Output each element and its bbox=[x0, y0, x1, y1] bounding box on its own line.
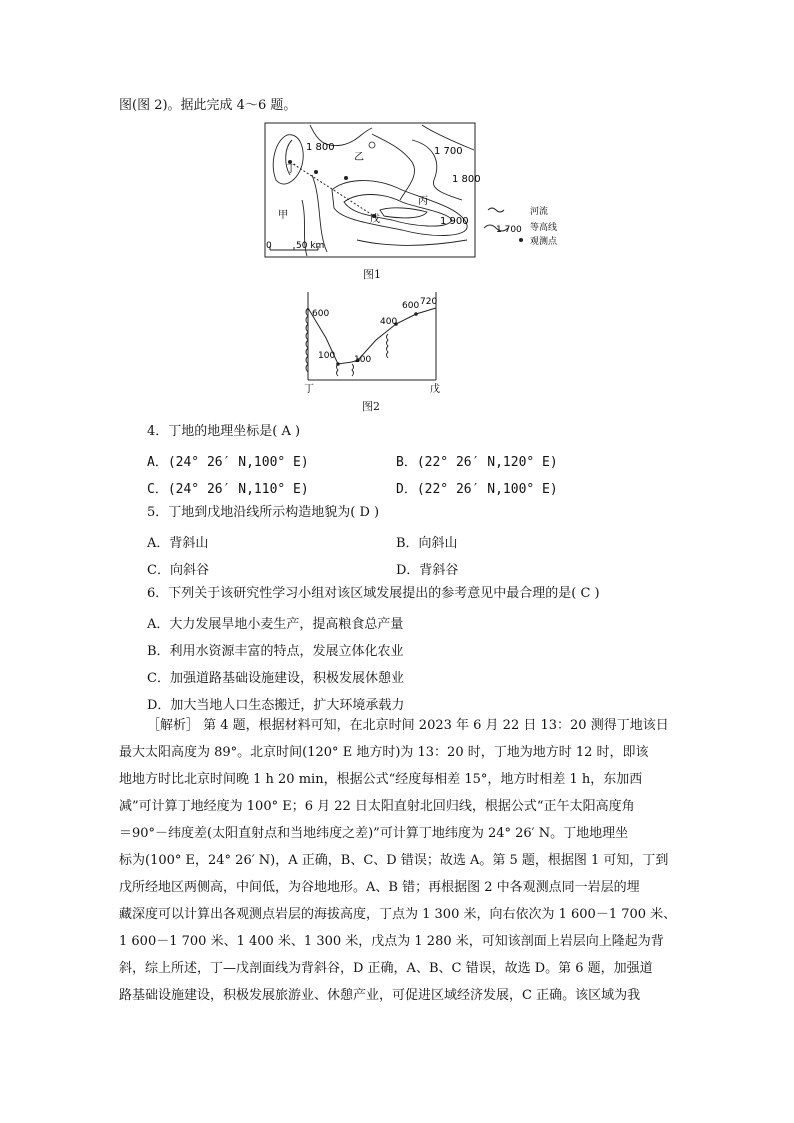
contour-label-1900: 1 900 bbox=[440, 216, 469, 227]
analysis-line: 路基础设施建设，积极发展旅游业、休憩产业，可促进区域经济发展，C 正确。该区域为我 bbox=[119, 988, 641, 1003]
label-ding: 丁 bbox=[286, 164, 296, 175]
figure2-caption: 图2 bbox=[362, 400, 380, 413]
depth-720: 720 bbox=[420, 297, 438, 307]
label-yi: 乙 bbox=[354, 152, 364, 163]
question-6-option-d: D．加大当地人口生态搬迁，扩大环境承载力 bbox=[147, 698, 405, 713]
station-legend-icon bbox=[519, 238, 523, 242]
question-6-option-b: B．利用水资源丰富的特点，发展立体化农业 bbox=[147, 644, 404, 659]
figure1-caption: 图1 bbox=[363, 268, 381, 281]
contour-label-1700: 1 700 bbox=[434, 146, 463, 157]
label-bing: 丙 bbox=[418, 196, 428, 207]
analysis-line: ［解析］ 第 4 题，根据材料可知，在北京时间 2023 年 6 月 22 日 13：20 测得丁地该日 bbox=[147, 718, 669, 733]
question-4-option-a: A．(24° 26′ N,100° E) bbox=[147, 455, 309, 470]
analysis-line: 戊所经地区两侧高，中间低，为谷地地形。A、B 错；再根据图 2 中各观测点同一岩层的埋 bbox=[119, 880, 640, 895]
question-5-option-a: A．背斜山 bbox=[147, 536, 209, 551]
analysis-line: 1 600－1 700 米、1 400 米、1 300 米，戊点为 1 280 米，可知该剖面上岩层向上隆起为背 bbox=[119, 934, 664, 949]
scale-50km: 50 km bbox=[296, 241, 325, 251]
question-6-option-a: A．大力发展旱地小麦生产，提高粮食总产量 bbox=[147, 617, 404, 632]
depth-600-ding: 600 bbox=[312, 309, 330, 319]
question-4-option-d: D．(22° 26′ N,100° E) bbox=[396, 482, 558, 497]
analysis-line: 标为(100° E，24° 26′ N)，A 正确，B、C、D 错误；故选 A。第 5 题，根据图 1 可知，丁到 bbox=[119, 853, 669, 868]
legend-river: 河流 bbox=[530, 207, 549, 217]
legend-station: 观测点 bbox=[530, 237, 558, 247]
depth-100-a: 100 bbox=[318, 351, 336, 361]
question-5-option-b: B．向斜山 bbox=[396, 536, 458, 551]
analysis-line: 最大太阳高度为 89°。北京时间(120° E 地方时)为 13：20 时，丁地为地方时 12 时，即该 bbox=[119, 745, 649, 760]
question-4-option-b: B．(22° 26′ N,120° E) bbox=[396, 455, 558, 470]
figure2-profile bbox=[296, 288, 446, 396]
question-4-stem: 4．丁地的地理坐标是( A ) bbox=[147, 424, 301, 439]
legend-contour-value: 1 700 bbox=[496, 225, 522, 235]
legend-contour: 等高线 bbox=[530, 223, 558, 233]
profile-label-ding: 丁 bbox=[304, 384, 314, 395]
question-5-stem: 5．丁地到戊地沿线所示构造地貌为( D ) bbox=[147, 505, 380, 520]
depth-100-b: 100 bbox=[354, 355, 372, 365]
analysis-line: 减”可计算丁地经度为 100° E；6 月 22 日太阳直射北回归线，根据公式“正午太阳高度角 bbox=[119, 799, 635, 814]
question-4-option-c: C．(24° 26′ N,110° E) bbox=[147, 482, 309, 497]
label-jia: 甲 bbox=[278, 210, 288, 221]
analysis-paragraph bbox=[119, 712, 679, 1009]
intro-text: 图(图 2)。据此完成 4～6 题。 bbox=[119, 98, 297, 113]
depth-600-b: 600 bbox=[402, 301, 420, 311]
question-5-option-d: D．背斜谷 bbox=[396, 563, 459, 578]
analysis-line: 地地方时比北京时间晚 1 h 20 min，根据公式“经度每相差 15°，地方时相差 1 h，东加西 bbox=[119, 772, 643, 787]
question-6-stem: 6．下列关于该研究性学习小组对该区域发展提出的参考意见中最合理的是( C ) bbox=[147, 586, 600, 601]
analysis-line: ＝90°－纬度差(太阳直射点和当地纬度之差)”可计算丁地纬度为 24° 26′ N。丁地地理坐 bbox=[119, 826, 629, 841]
analysis-line: 藏深度可以计算出各观测点岩层的海拔高度，丁点为 1 300 米，向右依次为 1 600－1 700 米、 bbox=[119, 907, 677, 922]
depth-400: 400 bbox=[380, 317, 398, 327]
river-legend-icon bbox=[488, 208, 504, 212]
figure1-map bbox=[262, 120, 582, 262]
contour-label-1800b: 1 800 bbox=[452, 174, 481, 185]
scale-zero: 0 bbox=[266, 241, 272, 251]
label-wu: 戊 bbox=[370, 214, 380, 225]
profile-label-wu: 戊 bbox=[430, 384, 440, 395]
question-6-option-c: C．加强道路基础设施建设，积极发展休憩业 bbox=[147, 671, 404, 686]
analysis-line: 斜，综上所述，丁—戊剖面线为背斜谷，D 正确，A、B、C 错误，故选 D。第 6 题，加强道 bbox=[119, 961, 653, 976]
question-5-option-c: C．向斜谷 bbox=[147, 563, 209, 578]
contour-label-1800a: 1 800 bbox=[306, 142, 335, 153]
